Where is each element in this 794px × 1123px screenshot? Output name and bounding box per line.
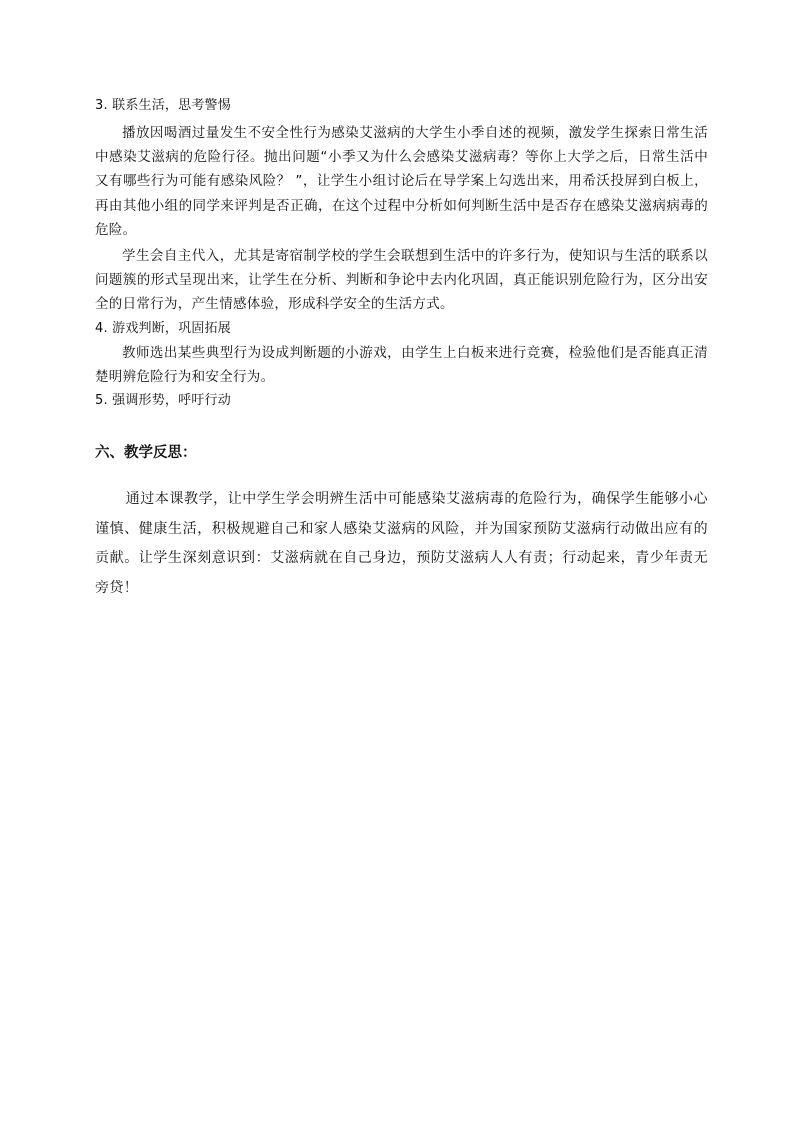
item-3-heading: 3. 联系生活，思考警惕 xyxy=(95,98,231,113)
item-4-paragraph-1: 教师选出某些典型行为设成判断题的小游戏，由学生上白板来进行竞赛，检验他们是否能真正清楚明辨危险行为和安全行为。 xyxy=(95,344,708,385)
document-body xyxy=(95,94,708,603)
item-5-heading: 5. 强调形势，呼吁行动 xyxy=(95,393,231,409)
item-4-heading: 4. 游戏判断，巩固拓展 xyxy=(95,320,231,336)
item-3-paragraph-2: 学生会自主代入，尤其是寄宿制学校的学生会联想到生活中的许多行为，使知识与生活的联系以问题簇的形式呈现出来，让学生在分析、判断和争论中去内化巩固，真正能识别危险行为，区分出安全的日常行为，产生情感体验，形成科学安全的生活方式。 xyxy=(95,248,708,313)
item-3-paragraph-1: 播放因喝酒过量发生不安全性行为感染艾滋病的大学生小季自述的视频，激发学生探索日常生活中感染艾滋病的危险行径。抛出问题“小季又为什么会感染艾滋病毒？等你上大学之后，日常生活中又有哪些行为可能有感染风险？ ”，让学生小组讨论后在导学案上勾选出来，用希沃投屏到白板上，再由其他小组的同学来评判是否正确，在这个过程中分析如何判断生活中是否存在感染艾滋病病毒的危险。 xyxy=(95,125,708,238)
section-6-paragraph: 通过本课教学，让中学生学会明辨生活中可能感染艾滋病毒的危险行为，确保学生能够小心谨慎、健康生活，积极规避自己和家人感染艾滋病的风险，并为国家预防艾滋病行动做出应有的贡献。让学生深刻意识到：艾滋病就在自己身边，预防艾滋病人人有责；行动起来，青少年责无旁贷！ xyxy=(95,491,708,596)
section-6-title: 六、教学反思： xyxy=(95,445,197,462)
